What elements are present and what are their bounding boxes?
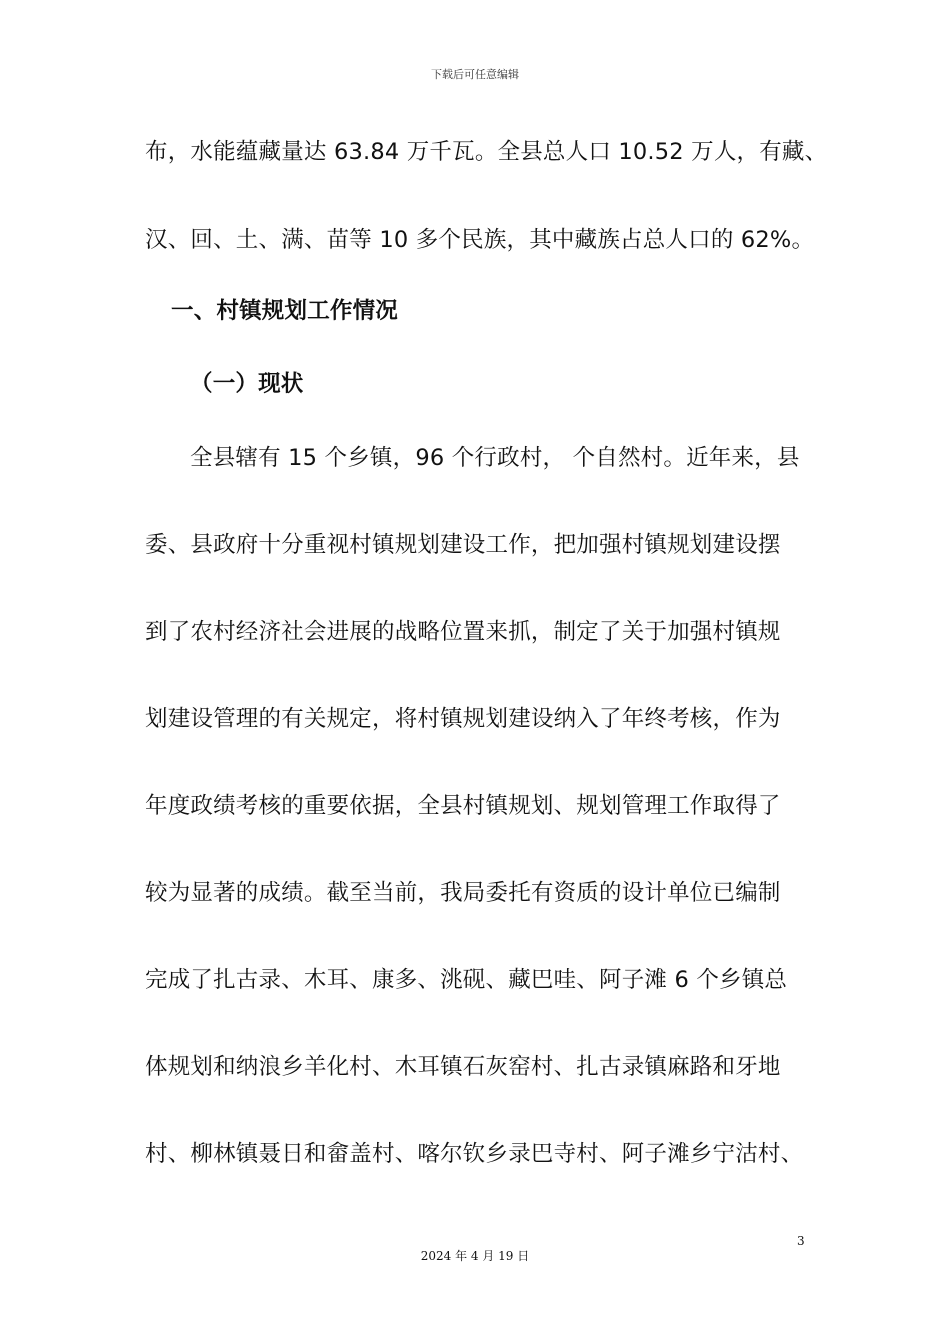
body-line-3: 全县辖有 15 个乡镇，96 个行政村， 个自然村。近年来，县 xyxy=(190,445,800,471)
body-line-6: 划建设管理的有关规定，将村镇规划建设纳入了年终考核，作为 xyxy=(145,706,781,732)
body-line-2: 汉、回、土、满、苗等 10 多个民族，其中藏族占总人口的 62%。 xyxy=(145,227,815,253)
footer-date: 2024 年 4 月 19 日 xyxy=(420,1249,530,1263)
body-line-11: 村、柳林镇聂日和畲盖村、喀尔钦乡录巴寺村、阿子滩乡宁沽村、 xyxy=(145,1141,804,1167)
subsection-heading: （一）现状 xyxy=(190,371,304,397)
body-line-1: 布，水能蕴藏量达 63.84 万千瓦。全县总人口 10.52 万人，有藏、 xyxy=(145,139,828,165)
section-heading: 一、村镇规划工作情况 xyxy=(171,298,399,324)
body-line-9: 完成了扎古录、木耳、康多、洮砚、藏巴哇、阿子滩 6 个乡镇总 xyxy=(145,967,788,993)
page-number: 3 xyxy=(797,1234,805,1248)
body-line-4: 委、县政府十分重视村镇规划建设工作，把加强村镇规划建设摆 xyxy=(145,532,781,558)
body-line-10: 体规划和纳浪乡羊化村、木耳镇石灰窑村、扎古录镇麻路和牙地 xyxy=(145,1054,781,1080)
body-line-7: 年度政绩考核的重要依据，全县村镇规划、规划管理工作取得了 xyxy=(145,793,781,819)
body-line-8: 较为显著的成绩。截至当前，我局委托有资质的设计单位已编制 xyxy=(145,880,781,906)
body-line-5: 到了农村经济社会进展的战略位置来抓，制定了关于加强村镇规 xyxy=(145,619,781,645)
page-header: 下载后可任意编辑 xyxy=(431,68,519,81)
